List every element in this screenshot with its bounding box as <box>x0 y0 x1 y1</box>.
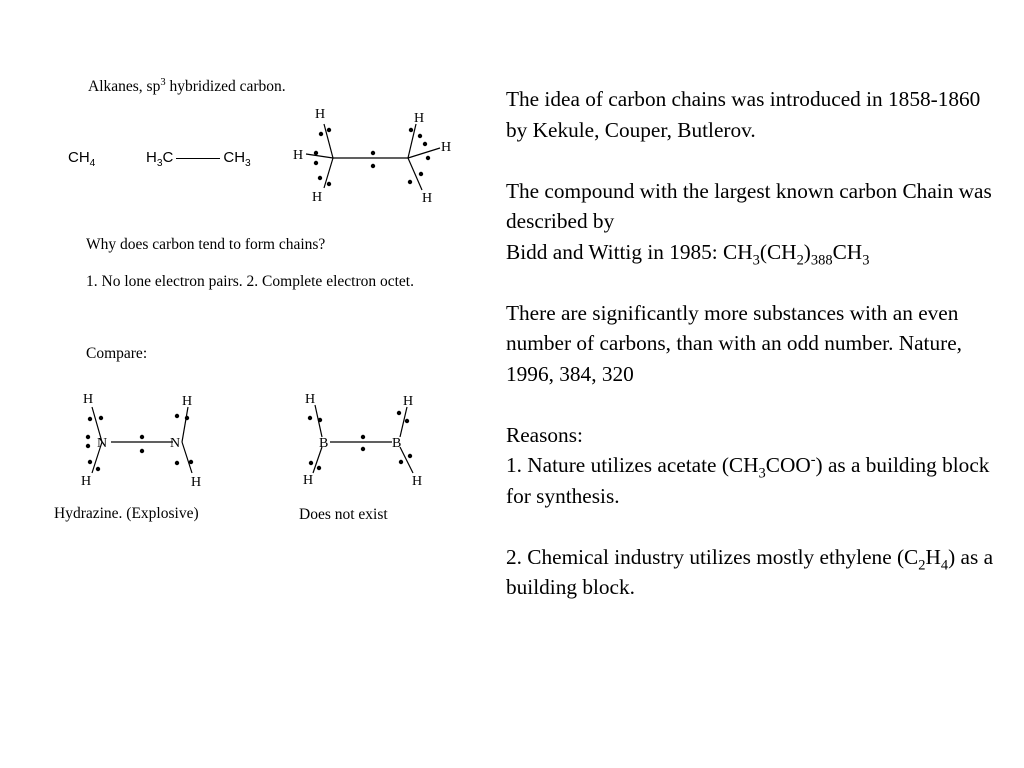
ethane-lewis-structure <box>280 100 460 210</box>
h-label: H <box>182 394 193 409</box>
reason-ethylene: 2. Chemical industry utilizes mostly ethylene $(C_2H_4)$ as a building block. <box>506 544 994 599</box>
largest-chain-intro: The compound with the largest known carbon Chain was described by <box>506 178 992 233</box>
reasons-heading: Reasons: <box>506 422 583 447</box>
electron-dot <box>175 414 179 418</box>
h-label: H <box>422 191 433 206</box>
right-text-column <box>506 84 1006 603</box>
h-label: H <box>403 394 414 409</box>
electron-dot <box>88 417 92 421</box>
electron-dot <box>318 418 322 422</box>
electron-dot <box>418 134 422 138</box>
electron-dot <box>314 151 318 155</box>
electron-dot <box>408 454 412 458</box>
carbon-chains-history: The idea of carbon chains was introduced in 1858-1860 by Kekule, Couper, Butlerov. <box>506 87 981 142</box>
electron-dot <box>361 447 365 451</box>
electron-dot <box>88 460 92 464</box>
electron-dot <box>408 180 412 184</box>
electron-dot <box>371 164 375 168</box>
h-label: H <box>293 148 304 163</box>
electron-dot <box>423 142 427 146</box>
boron-label: B <box>319 436 329 451</box>
diborane-caption: Does not exist <box>299 506 388 523</box>
h-label: H <box>83 392 94 407</box>
methane-formula: $CH_4$ <box>68 149 96 169</box>
h-label: H <box>305 392 316 407</box>
electron-dot <box>426 156 430 160</box>
even-odd-paragraph: There are significantly more substances with an even number of carbons, than with an odd number. Nature, 1996, 384, 320 <box>506 300 962 386</box>
electron-dot <box>86 435 90 439</box>
h-label: H <box>315 107 326 122</box>
electron-dot <box>309 461 313 465</box>
answer-text: 1. No lone electron pairs. 2. Complete electron octet. <box>86 273 414 290</box>
electron-dot <box>140 435 144 439</box>
electron-dot <box>317 466 321 470</box>
electron-dot <box>409 128 413 132</box>
question-text: Why does carbon tend to form chains? <box>86 236 326 253</box>
h-label: H <box>412 474 423 489</box>
alkanes-heading: Alkanes, $sp^3$ hybridized carbon. <box>88 76 286 95</box>
hydrazine-lewis-structure <box>70 385 220 495</box>
electron-dot <box>314 161 318 165</box>
electron-dot <box>327 128 331 132</box>
electron-dot <box>327 182 331 186</box>
h-label: H <box>191 475 202 490</box>
electron-dot <box>419 172 423 176</box>
boron-label: B <box>392 436 402 451</box>
electron-dot <box>140 449 144 453</box>
electron-dot <box>361 435 365 439</box>
h-label: H <box>81 474 92 489</box>
hydrazine-caption: Hydrazine. (Explosive) <box>54 505 199 522</box>
electron-dot <box>397 411 401 415</box>
electron-dot <box>371 151 375 155</box>
diborane-lewis-structure <box>295 385 435 495</box>
h-label: H <box>441 140 452 155</box>
h-label: H <box>414 111 425 126</box>
electron-dot <box>318 176 322 180</box>
reason-acetate: 1. Nature utilizes acetate $(CH_3COO^-)$ as a building block for synthesis. <box>506 451 990 508</box>
electron-dot <box>399 460 403 464</box>
electron-dot <box>96 467 100 471</box>
electron-dot <box>308 416 312 420</box>
electron-dot <box>319 132 323 136</box>
h-label: H <box>312 190 323 205</box>
h-label: H <box>303 473 314 488</box>
compare-label: Compare: <box>86 345 148 362</box>
electron-dot <box>86 444 90 448</box>
electron-dot <box>185 416 189 420</box>
electron-dot <box>99 416 103 420</box>
electron-dot <box>405 419 409 423</box>
ethane-condensed-formula: $H_3C$ $CH_3$ <box>146 149 251 169</box>
nitrogen-label: N <box>97 436 108 451</box>
bidd-wittig-formula: Bidd and Wittig in 1985: $CH_3(CH_2)_{388}CH_3$ <box>506 239 870 268</box>
electron-dot <box>189 460 193 464</box>
electron-dot <box>175 461 179 465</box>
nitrogen-label: N <box>170 436 181 451</box>
